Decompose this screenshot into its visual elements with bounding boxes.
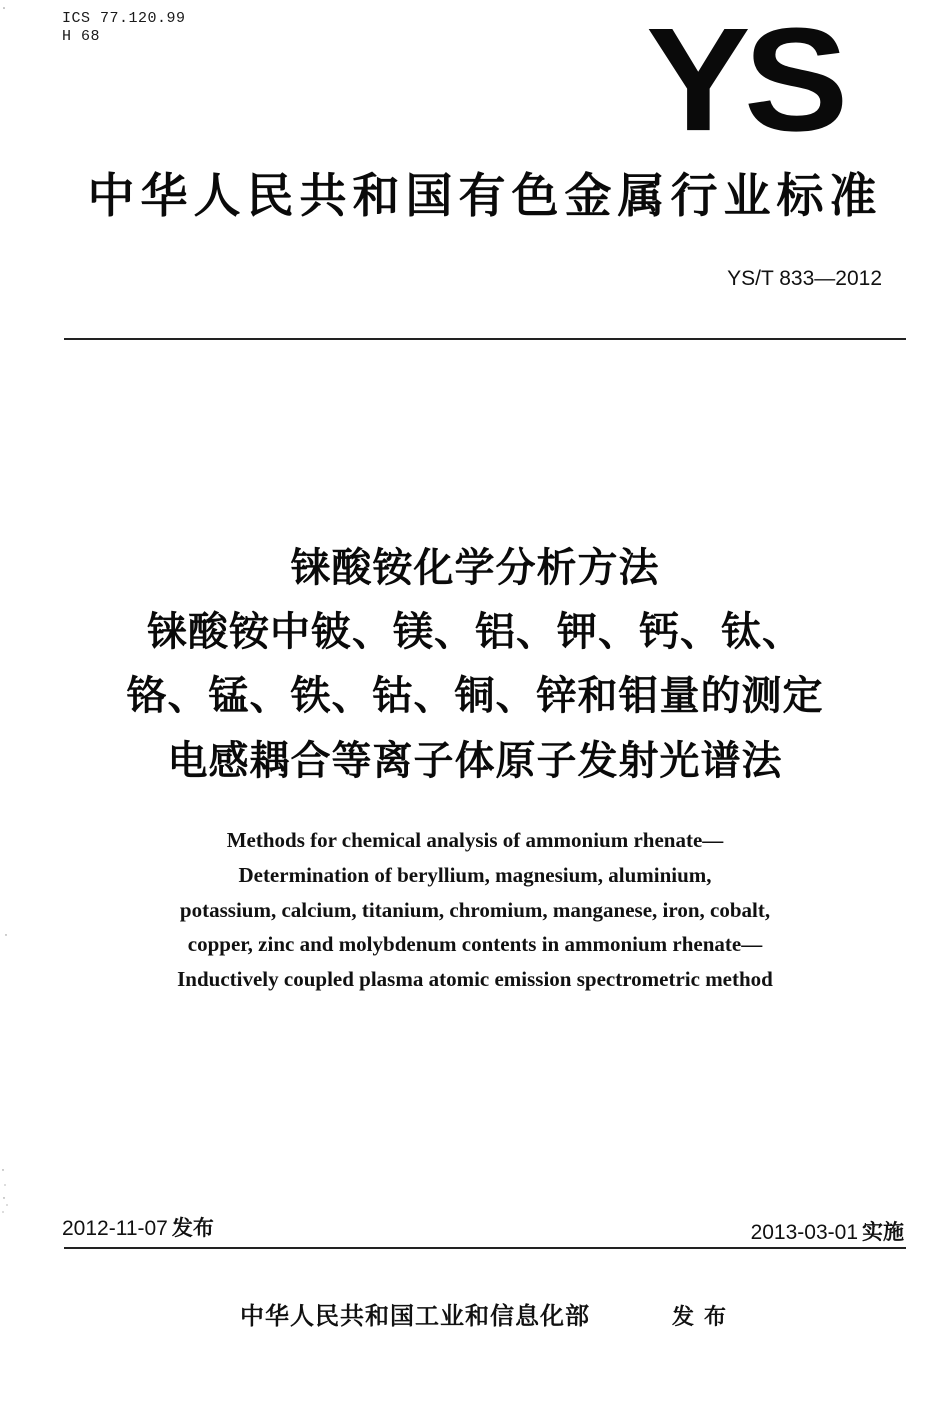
implement-date [751, 1218, 904, 1247]
chinese-title-line: 铼酸铵中铍、镁、铝、钾、钙、钛、 [147, 609, 803, 655]
publish-date [62, 1214, 214, 1243]
ics-code: ICS 77.120.99 [62, 10, 186, 27]
english-title-line: copper, zinc and molybdenum contents in ammonium rhenate— [187, 932, 763, 956]
scan-noise-decoration [0, 0, 12, 1411]
bottom-divider [64, 1247, 906, 1249]
publish-label: 发布 [171, 1216, 214, 1240]
publish-date-value: 2012-11-07 [62, 1217, 168, 1240]
english-title-line: potassium, calcium, titanium, chromium, manganese, iron, cobalt, [179, 898, 771, 922]
implement-label: 实施 [862, 1220, 904, 1244]
english-title-line: Determination of beryllium, magnesium, aluminium, [238, 863, 712, 887]
category-code: H 68 [62, 28, 101, 45]
top-divider [64, 338, 906, 340]
english-title-line: Methods for chemical analysis of ammonium rhenate— [226, 828, 724, 852]
chinese-title-line: 铬、锰、铁、钴、铜、锌和钼量的测定 [126, 673, 824, 719]
ys-logo: YS [646, 0, 842, 162]
chinese-title-line: 电感耦合等离子体原子发射光谱法 [167, 738, 783, 784]
chinese-title-line: 铼酸铵化学分析方法 [290, 545, 660, 591]
implement-date-value: 2013-03-01 [750, 1221, 858, 1244]
english-title-line: Inductively coupled plasma atomic emission spectrometric method [177, 967, 773, 991]
issuing-authority: 中华人民共和国工业和信息化部 [240, 1302, 590, 1330]
issue-word: 发布 [672, 1305, 737, 1330]
standard-number: YS/T 833—2012 [727, 267, 882, 290]
standard-category-title: 中华人民共和国有色金属行业标准 [87, 169, 883, 224]
